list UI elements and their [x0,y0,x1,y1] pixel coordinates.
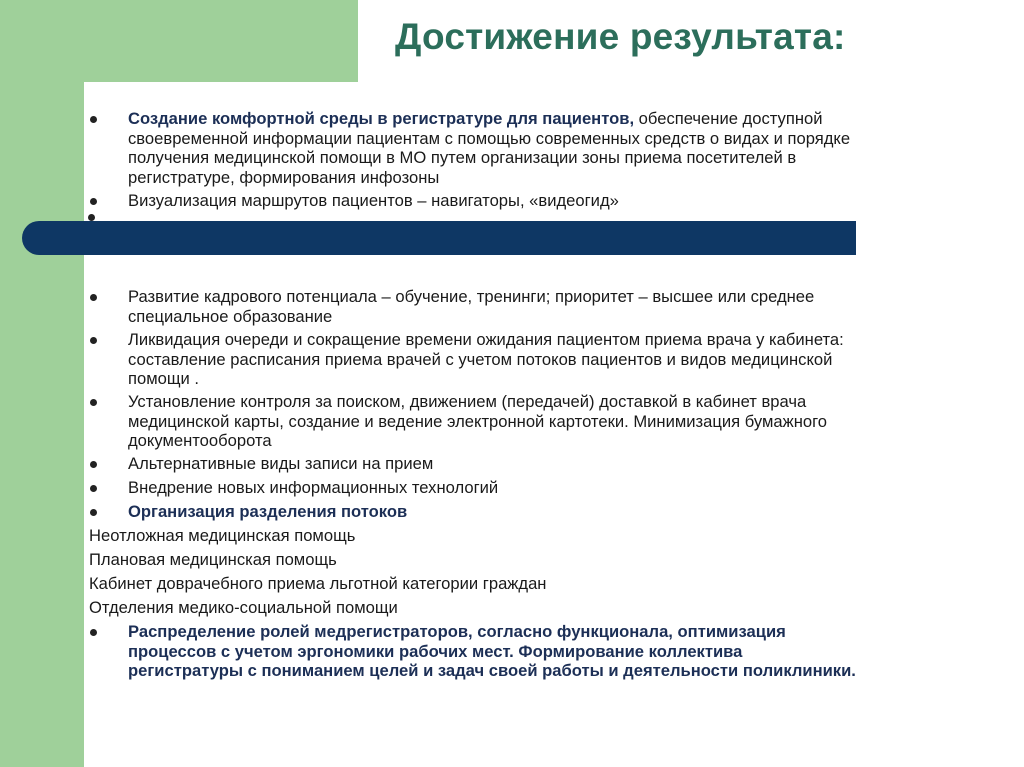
item-bold-text: Распределение ролей медрегистраторов, согласно функционала, оптимизация [128,622,786,641]
list-item [128,478,1006,498]
item-text: документооборота [128,431,272,450]
item-bold-text: процессов с учетом эргономики рабочих мест. Формирование коллектива [128,641,743,661]
list-item [128,392,1006,451]
bullet-icon [90,294,97,301]
list-item [128,287,1006,326]
list-item [128,622,1006,681]
bullet-icon [90,509,97,516]
item-bold-text: регистратуры с пониманием целей и задач своей работы и деятельности поликлиники. [128,661,856,680]
slide-title: Достижение результата: [395,16,846,57]
item-text: обеспечение доступной [634,109,823,128]
bullet-icon [90,337,97,344]
bullet-icon [90,116,97,123]
item-text: помощи . [128,369,199,388]
item-text: Ликвидация очереди и сокращение времени ожидания пациентом приема врача у кабинета: [128,330,844,349]
decor-green-left [0,0,84,767]
flow-item: Плановая медицинская помощь [89,550,337,569]
item-bold-text: Создание комфортной среды в регистратуре для пациентов, [128,109,635,128]
item-text: Установление контроля за поиском, движением (передачей) доставкой в кабинет врача [128,392,807,411]
bullet-icon [90,629,97,636]
item-text: Внедрение новых информационных технологий [128,478,499,497]
item-text: Альтернативные виды записи на прием [128,454,434,473]
bullet-icon [90,461,97,468]
item-text: получения медицинской помощи в МО путем организации зоны приема посетителей в [128,148,797,167]
item-text: регистратуре, формирования инфозоны [128,167,440,187]
list-item [128,191,1006,211]
flow-item: Отделения медико-социальной помощи [89,598,398,617]
decor-navy-bar [22,221,856,255]
list-item [128,330,1006,389]
list-item [128,454,1006,474]
bullet-icon [90,198,97,205]
item-text: своевременной информации пациентам с помощью современных средств о видах и порядке [128,128,851,148]
bullet-icon [90,399,97,406]
item-text: медицинской карты, создание и ведение электронной картотеки. Минимизация бумажного [128,411,828,431]
list-item [128,109,1006,187]
list-item [128,502,1006,522]
flow-item: Кабинет доврачебного приема льготной категории граждан [89,574,547,593]
item-text: Визуализация маршрутов пациентов – навигаторы, «видеогид» [128,191,619,210]
bullet-icon [88,214,95,221]
item-bold-text: Организация разделения потоков [128,502,408,521]
item-text: специальное образование [128,306,333,326]
bullet-icon [90,485,97,492]
item-text: составление расписания приема врачей с учетом потоков пациентов и видов медицинской [128,349,833,369]
flow-item: Неотложная медицинская помощь [89,526,356,545]
item-text: Развитие кадрового потенциала – обучение, тренинги; приоритет – высшее или среднее [128,287,815,306]
